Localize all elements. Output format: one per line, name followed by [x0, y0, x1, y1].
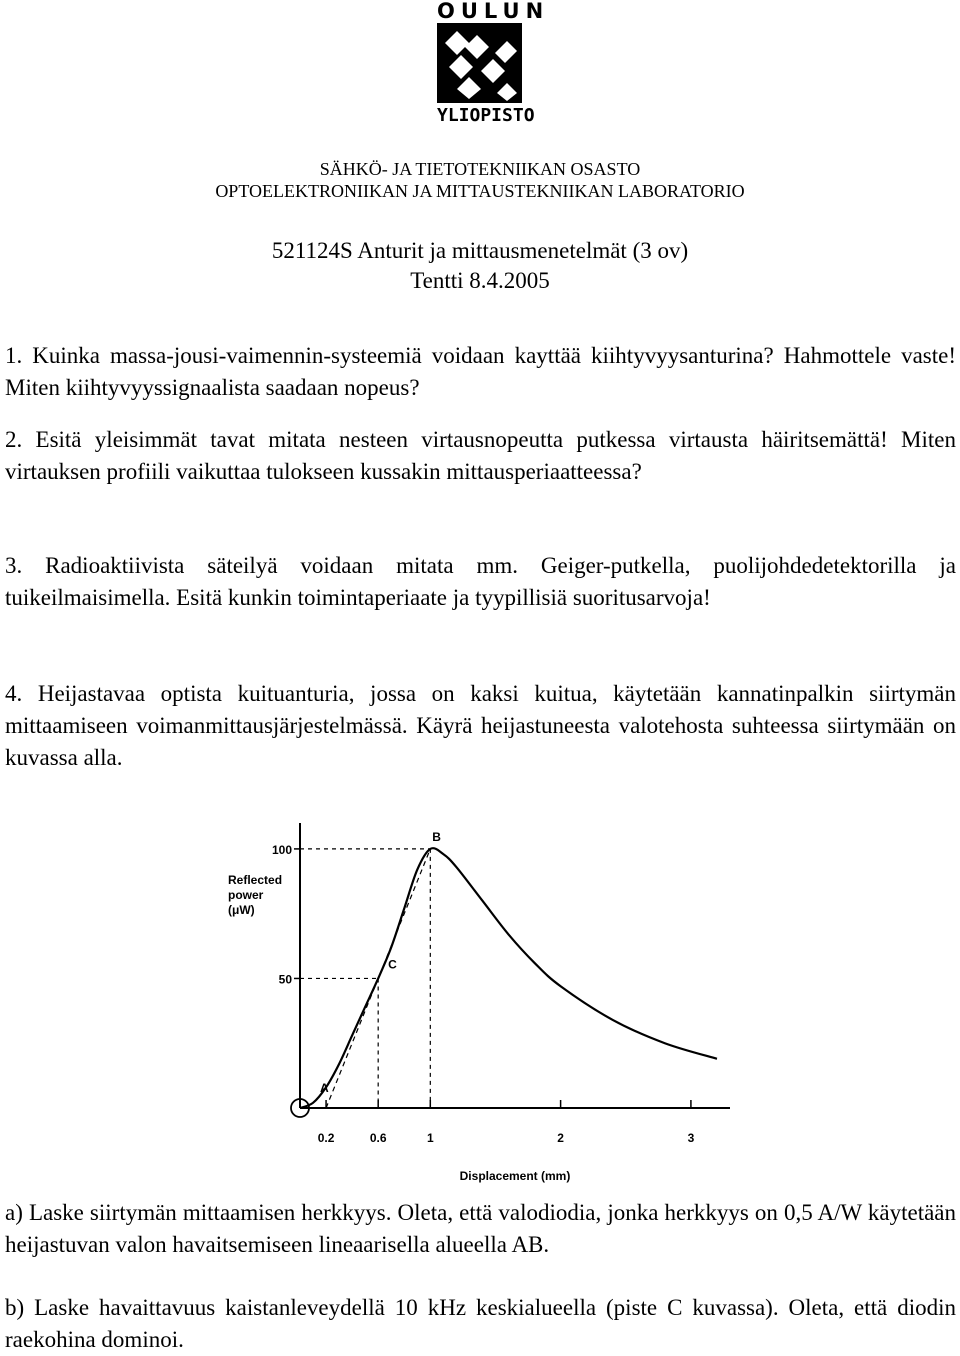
subquestion-text: a) Laske siirtymän mittaamisen herkkyys. Oleta, että valodiodia, jonka herkkyys on 0,5 A/W käytetään heijastuvan valon havaitsemiseen lineaarisella alueella AB.	[5, 1200, 956, 1257]
question-text: 4. Heijastavaa optista kuituanturia, jossa on kaksi kuitua, käytetään kannatinpalkin siirtymän mittaamiseen voimanmittausjärjestelmässä. Käyrä heijastuneesta valotehosta suhteessa siirtymään on kuvassa alla.	[5, 681, 956, 770]
course-header	[0, 236, 960, 296]
x-tick-label: 3	[687, 1131, 695, 1145]
department-line: SÄHKÖ- JA TIETOTEKNIIKAN OSASTO	[319, 159, 641, 179]
question-4	[5, 678, 956, 774]
question-3	[5, 550, 956, 614]
course-title: 521124S Anturit ja mittausmenetelmät (3 ov)	[271, 238, 689, 263]
x-tick-label: 2	[557, 1131, 564, 1145]
question-1	[5, 340, 956, 404]
y-tick-label: 50	[278, 972, 292, 987]
logo-top-text: OULUN	[437, 0, 550, 23]
question-text: 1. Kuinka massa-jousi-vaimennin-systeemiä voidaan kayttää kiihtyvyysanturina? Hahmottele vaste! Miten kiihtyvyyssignaalista saadaan nopeus?	[5, 343, 956, 400]
point-label: C	[388, 957, 397, 972]
point-label: A	[320, 1081, 329, 1095]
y-axis-label: Reflected	[228, 873, 283, 887]
x-tick-label: 0.2	[317, 1131, 335, 1145]
department-header	[0, 158, 960, 202]
subquestion-b	[5, 1292, 956, 1356]
question-text: 2. Esitä yleisimmät tavat mitata nesteen virtausnopeutta putkessa virtausta häiritsemättä! Miten virtauksen profiili vaikuttaa tulokseen kussakin mittausperiaatteessa?	[5, 427, 956, 484]
point-label: B	[432, 829, 441, 844]
question-2	[5, 424, 956, 488]
question-text: 3. Radioaktiivista säteilyä voidaan mitata mm. Geiger-putkella, puolijohdedetektorilla ja tuikeilmaisimella. Esitä kunkin toimintaperiaate ja tyypillisiä suoritusarvoja!	[5, 553, 956, 610]
laboratory-line: OPTOELEKTRONIIKAN JA MITTAUSTEKNIIKAN LABORATORIO	[215, 181, 745, 201]
x-axis-label: Displacement (mm)	[459, 1169, 571, 1183]
x-tick-label: 0.6	[369, 1131, 387, 1145]
y-axis-label: power	[228, 888, 264, 902]
university-logo	[437, 0, 550, 127]
y-tick-label: 100	[271, 842, 292, 857]
x-tick-label: 1	[426, 1131, 434, 1145]
subquestion-text: b) Laske havaittavuus kaistanleveydellä 10 kHz keskialueella (piste C kuvassa). Oleta, että diodin raekohina dominoi.	[5, 1295, 956, 1352]
y-axis-label: (μW)	[228, 903, 255, 917]
logo-emblem	[437, 23, 522, 103]
logo-bottom-text: YLIOPISTO	[437, 105, 535, 126]
subquestion-a	[5, 1197, 956, 1261]
reflected-power-chart	[220, 808, 740, 1188]
exam-date: Tentti 8.4.2005	[410, 268, 550, 293]
response-curve	[300, 848, 717, 1108]
